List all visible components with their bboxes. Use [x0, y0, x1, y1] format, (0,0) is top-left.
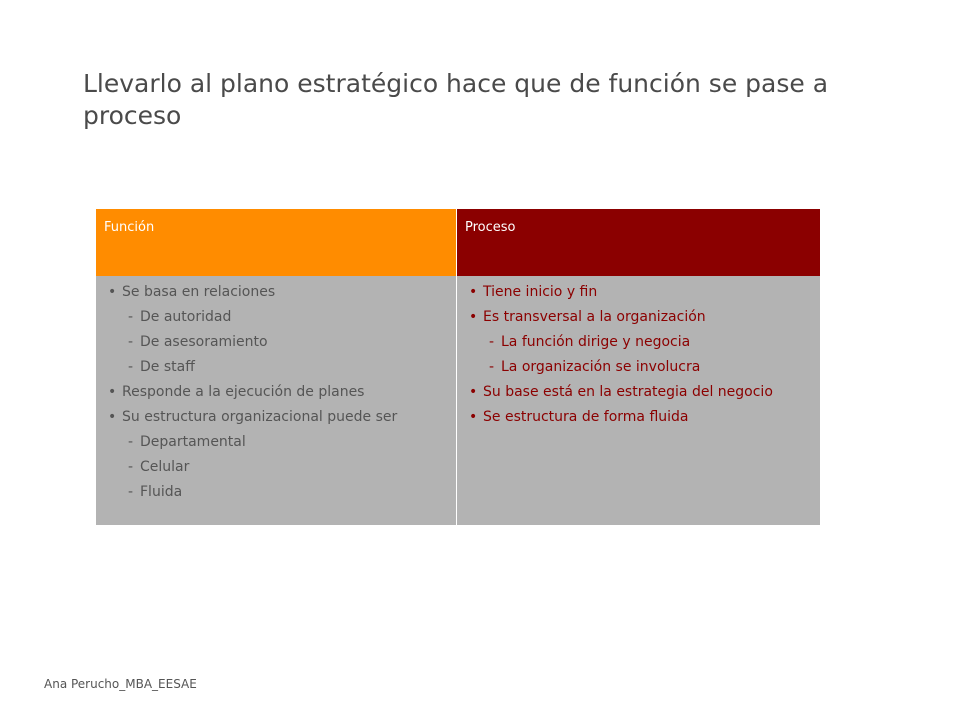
list-subitem: - De asesoramiento [104, 334, 446, 350]
header-funcion: Función [96, 209, 457, 276]
list-item: • Es transversal a la organización [465, 309, 810, 325]
list-subitem: - La función dirige y negocia [465, 334, 810, 350]
list-item: • Responde a la ejecución de planes [104, 384, 446, 400]
list-item: • Se basa en relaciones [104, 284, 446, 300]
list-subitem: - Celular [104, 459, 446, 475]
list-subitem: - De autoridad [104, 309, 446, 325]
comparison-table [96, 209, 820, 525]
list-item: • Su base está en la estrategia del negocio [465, 384, 810, 400]
footer-author: Ana Perucho_MBA_EESAE [44, 677, 197, 691]
funcion-list [104, 284, 446, 500]
proceso-list [465, 284, 810, 425]
list-subitem: - Departamental [104, 434, 446, 450]
list-item: • Tiene inicio y fin [465, 284, 810, 300]
header-proceso: Proceso [457, 209, 820, 276]
cell-funcion [96, 276, 457, 525]
list-item: • Se estructura de forma fluida [465, 409, 810, 425]
slide-title: Llevarlo al plano estratégico hace que de función se pase a proceso [83, 69, 829, 130]
cell-proceso [457, 276, 820, 525]
list-subitem: - La organización se involucra [465, 359, 810, 375]
list-subitem: - Fluida [104, 484, 446, 500]
list-item: • Su estructura organizacional puede ser [104, 409, 446, 425]
list-subitem: - De staff [104, 359, 446, 375]
